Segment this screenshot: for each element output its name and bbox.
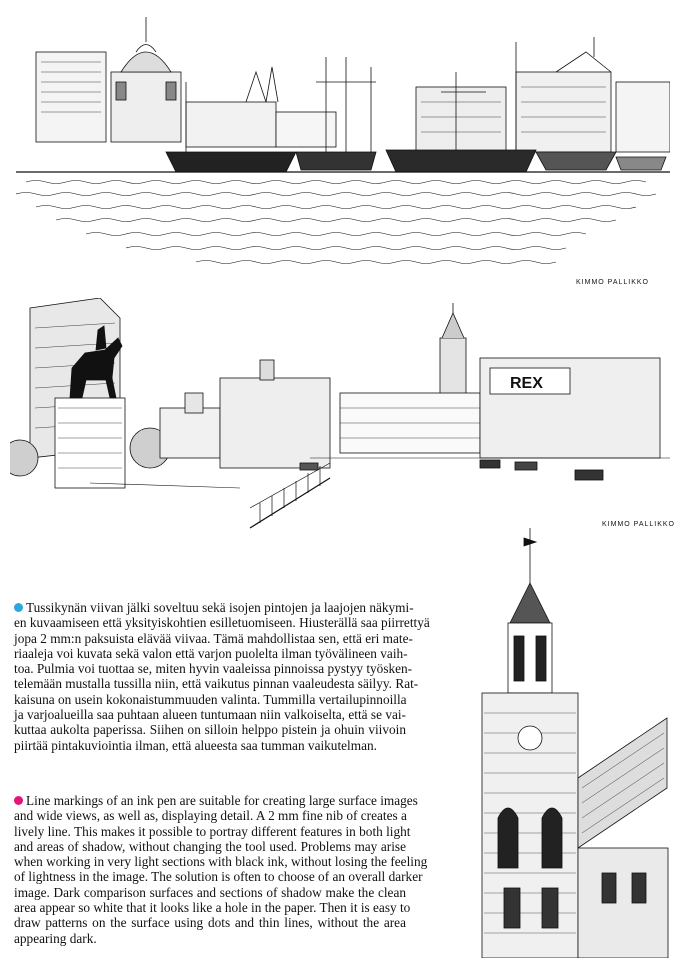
finnish-bullet bbox=[14, 603, 23, 612]
english-line-2: and wide views, as well as, displaying detail. A 2 mm fine nib of creates a bbox=[14, 808, 407, 824]
finnish-line-6: telemään mustalla tussilla niin, että vaikutus pinnan vaaleudesta säilyy. Rat- bbox=[14, 676, 419, 692]
english-line-10: appearing dark. bbox=[14, 930, 97, 946]
finnish-line-7: kaisuna on usein kokonaistummuuden valinta. Tummilla vertailupinnoilla bbox=[14, 691, 407, 707]
english-line-1: Line markings of an ink pen are suitable for creating large surface images bbox=[26, 793, 418, 808]
english-line-8: area appear so white that it looks like a hole in the paper. Then it is easy to bbox=[14, 900, 411, 916]
square-signature: KIMMO PALLIKKO bbox=[602, 521, 675, 528]
finnish-line-2: en kuvaamiseen että yksityiskohtien esilletuomiseen. Hiusterällä saa piirrettyä bbox=[14, 615, 430, 631]
harbor-signature: KIMMO PALLIKKO bbox=[576, 279, 649, 284]
english-line-9: draw patterns on the surface using dots and thin lines, without the area bbox=[14, 915, 406, 931]
finnish-line-5: toa. Pulmia voi tuottaa se, miten hyvin vaaleissa pinnoissa pystyy työsken- bbox=[14, 661, 413, 677]
finnish-line-1: Tussikynän viivan jälki soveltuu sekä isojen pintojen ja laajojen näkymi- bbox=[26, 600, 414, 615]
finnish-line-10: piirtää pintakuviointia ilman, että alueesta saa tumman vaikutelman. bbox=[14, 737, 377, 753]
tower-illustration bbox=[452, 528, 672, 958]
square-illustration bbox=[10, 298, 680, 534]
finnish-line-8: ja varjoalueilla saa puhtaan alueen tuntumaan niin valkoiselta, että se vai- bbox=[14, 707, 406, 723]
english-text-block bbox=[14, 793, 428, 946]
english-line-3: lively line. This makes it possible to portray different features in both light bbox=[14, 823, 411, 839]
harbor-illustration bbox=[16, 12, 670, 284]
english-bullet bbox=[14, 796, 23, 805]
english-line-4: and areas of shadow, without changing the tool used. Problems may arise bbox=[14, 838, 406, 854]
english-line-5: when working in very light sections with black ink, without losing the feeling bbox=[14, 854, 428, 870]
english-line-7: image. Dark comparison surfaces and sections of shadow make the clean bbox=[14, 884, 406, 900]
english-line-6: of lightness in the image. The solution is often to choose of an overall darker bbox=[14, 869, 423, 885]
finnish-text-block bbox=[14, 600, 430, 753]
rex-sign: REX bbox=[510, 375, 543, 392]
finnish-line-4: riaaleja voi kuvata sekä valon että varjon puolelta ilman työvälineen vaih- bbox=[14, 645, 408, 661]
finnish-line-3: jopa 2 mm:n paksuista elävää viivaa. Tämä mahdollistaa sen, että eri mate- bbox=[14, 630, 413, 646]
finnish-line-9: kuttaa aukolta paperissa. Siihen on silloin helppo pistein ja ohuin viivoin bbox=[14, 722, 406, 738]
